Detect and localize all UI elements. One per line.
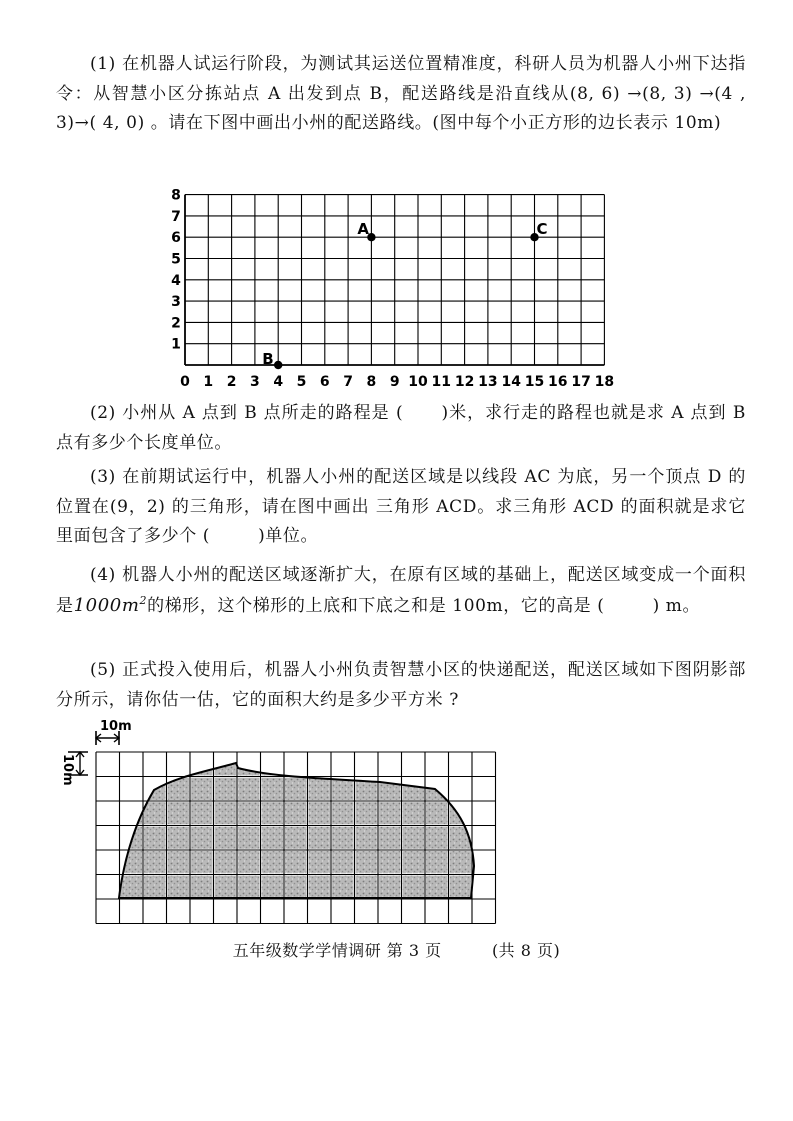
x-tick-label: 7 [343,374,353,390]
q3-answer-blank[interactable] [210,526,258,546]
shaded-region [119,763,474,898]
x-tick-label: 11 [431,374,452,390]
x-tick-label: 9 [389,374,400,390]
y-tick-label: 3 [171,294,181,311]
x-tick-label: 8 [366,374,377,390]
x-tick-label: 16 [548,374,568,390]
x-tick-label: 15 [524,374,545,390]
x-tick-label: 12 [454,374,475,390]
x-tick-label: 13 [478,374,498,390]
q2-part1: (2) 小州从 A 点到 B 点所走的路程是 ( [90,403,404,423]
y-tick-label: 7 [171,208,181,225]
question-3-text [56,463,746,552]
q4-part1: (4) 机器人小州的配送区域逐渐扩大，在原有区域的基础上，配送区域变成一个面积是 [56,565,746,616]
y-tick-label: 4 [171,272,181,289]
scale-horizontal-label: 10m [100,719,132,734]
q2-part2: )米，求行走的路程也就是求 A 点到 B 点有多少个长度单位。 [56,403,746,453]
y-tick-label: 8 [171,187,181,204]
scale-vertical-label: 10m [60,754,75,786]
point-label-c: C [536,220,548,239]
y-tick-label: 1 [171,336,181,353]
area-value: $1000m^2$ [73,593,148,616]
q3-part2: )单位。 [258,526,319,546]
footer-title: 五年级数学学情调研 第 3 页 [232,941,442,960]
question-2-text [56,399,746,458]
coordinate-grid [165,180,635,392]
x-tick-label: 0 [180,374,190,390]
x-tick-label: 6 [319,374,330,390]
scale-horizontal [96,719,132,745]
x-tick-label: 1 [203,374,214,390]
y-tick-label: 2 [171,315,181,332]
q2-answer-blank[interactable] [403,403,441,423]
q4-answer-blank[interactable] [605,596,653,616]
question-5-text: (5) 正式投入使用后，机器人小州负责智慧小区的快递配送，配送区域如下图阴影部分所示，请你估一估，它的面积大约是多少平方米 ? [56,660,746,710]
point-b [274,361,282,369]
y-tick-label: 5 [171,251,181,268]
q3-part1: (3) 在前期试运行中，机器人小州的配送区域是以线段 AC 为底，另一个顶点 D 的位置在(9，2) 的三角形，请在图中画出 三角形 ACD。求三角形 ACD 的面积就是求它里面包含了多少个 ( [56,467,746,546]
point-label-b: B [262,350,274,368]
x-tick-label: 10 [408,374,428,390]
x-tick-label: 5 [296,374,307,390]
question-1-text: (1) 在机器人试运行阶段，为测试其运送位置精准度，科研人员为机器人小州下达指令：从智慧小区分拣站点 A 出发到点 B，配送路线是沿直线从(8, 6) →(8, 3) →(4 , 3)→( 4, 0) 。请在下图中画出小州的配送路线。(图中每个小正方形的边长表示 10m) [56,54,746,133]
x-tick-label: 4 [273,374,284,390]
x-tick-label: 18 [594,374,615,390]
y-tick-label: 6 [171,230,181,247]
q4-part2: 的梯形，这个梯形的上底和下底之和是 100m，它的高是 ( [147,595,605,616]
x-tick-label: 17 [571,374,591,390]
x-tick-label: 3 [250,374,260,390]
page-footer [0,938,793,961]
x-tick-label: 14 [501,374,521,390]
point-label-a: A [357,220,370,239]
x-tick-label: 2 [226,374,237,390]
q4-part3: ) m。 [652,595,701,616]
question-4-text [56,561,746,621]
footer-total: (共 8 页) [491,941,561,960]
scale-vertical [60,752,88,786]
area-estimation-figure [50,718,500,924]
